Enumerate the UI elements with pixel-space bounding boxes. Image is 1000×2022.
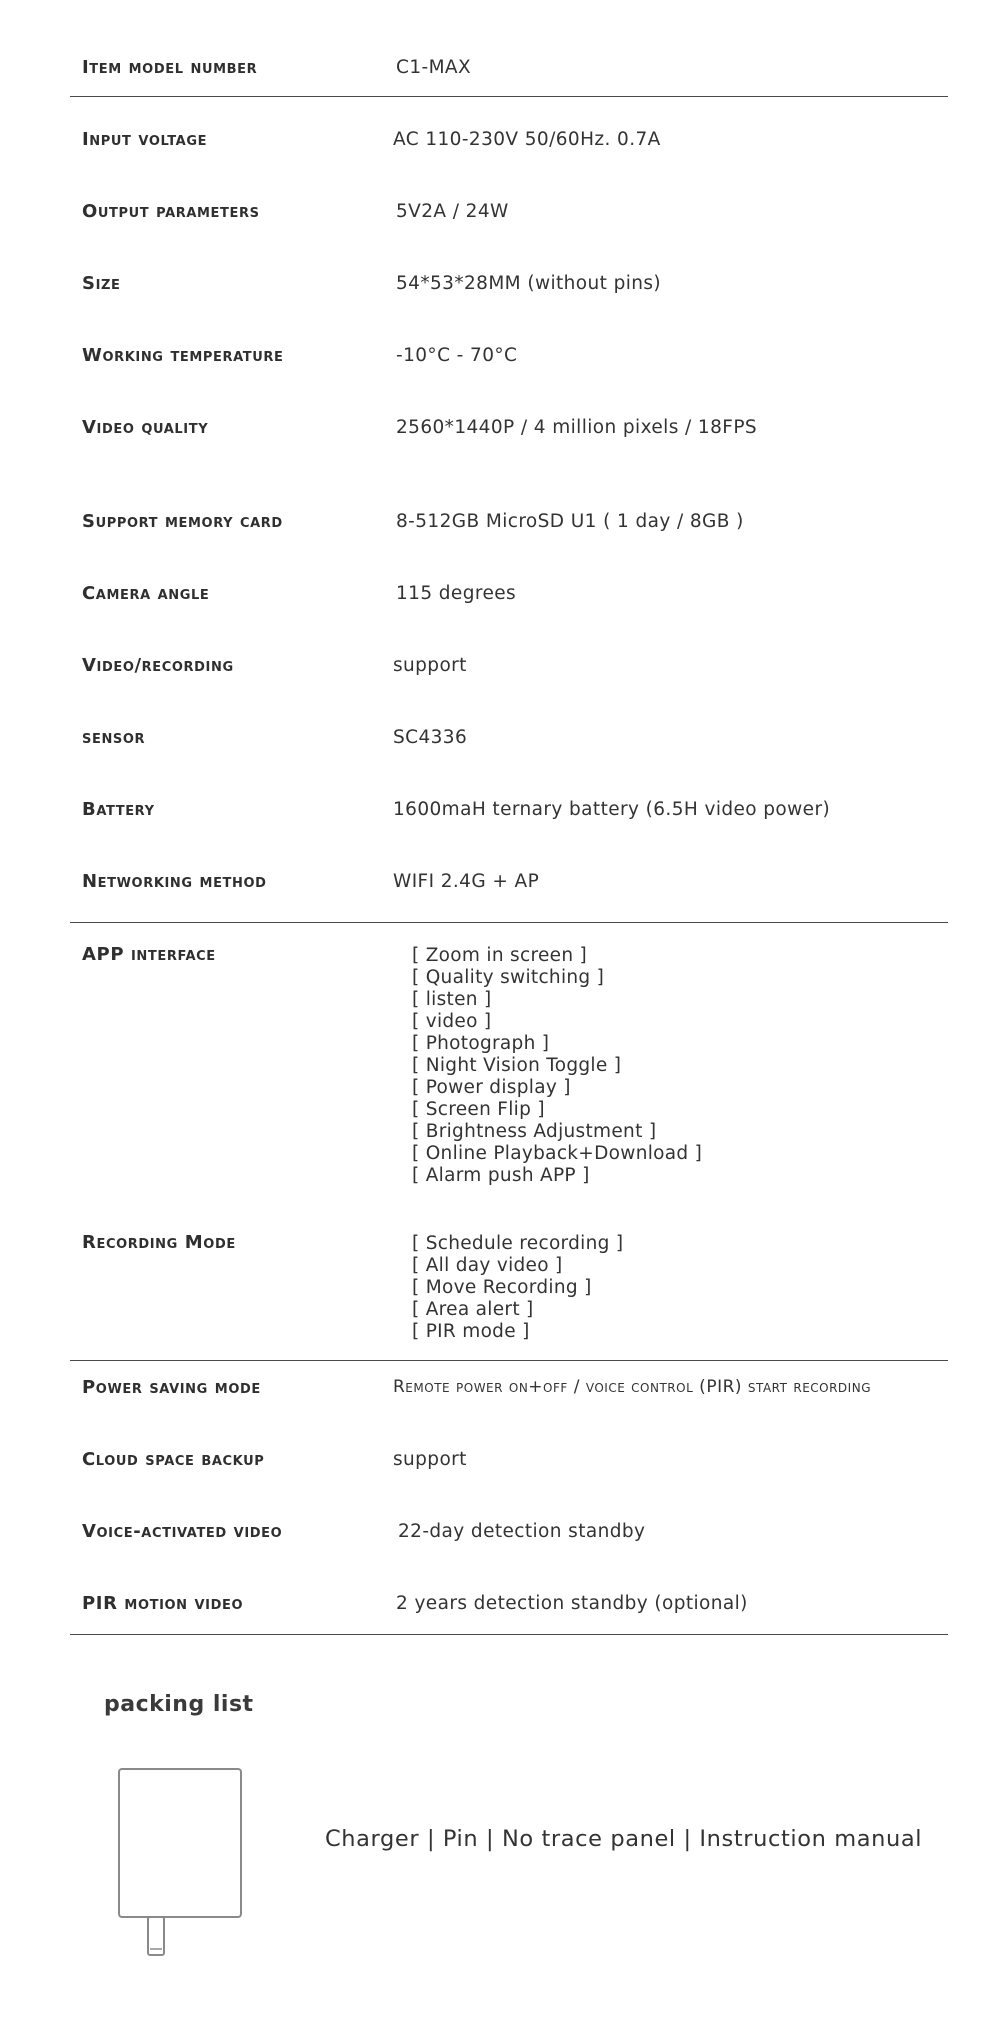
spec-value: -10°C - 70°C <box>396 345 518 366</box>
recording-mode-item: [ PIR mode ] <box>412 1321 530 1342</box>
app-feature-item: [ video ] <box>412 1011 492 1032</box>
spec-label: Recording Mode <box>82 1232 236 1253</box>
spec-value: SC4336 <box>393 727 468 748</box>
spec-value: 2560*1440P / 4 million pixels / 18FPS <box>396 417 758 438</box>
recording-mode-item: [ Move Recording ] <box>412 1277 592 1298</box>
spec-label: Video/recording <box>82 655 234 676</box>
spec-label: Input voltage <box>82 129 208 150</box>
spec-value: C1-MAX <box>396 57 472 78</box>
spec-label: Output parameters <box>82 201 260 222</box>
spec-value: WIFI 2.4G + AP <box>393 871 540 892</box>
spec-value: 22-day detection standby <box>398 1521 646 1542</box>
spec-label: Size <box>82 273 121 294</box>
spec-value: 115 degrees <box>396 583 517 604</box>
spec-label: Video quality <box>82 417 209 438</box>
app-feature-item: [ Alarm push APP ] <box>412 1165 590 1186</box>
spec-value: 1600maH ternary battery (6.5H video power) <box>393 799 831 820</box>
spec-label: Support memory card <box>82 511 283 532</box>
recording-mode-list <box>412 1233 623 1343</box>
recording-mode-item: [ All day video ] <box>412 1255 563 1276</box>
divider <box>70 1634 948 1635</box>
divider <box>70 96 948 97</box>
spec-value: AC 110-230V 50/60Hz. 0.7A <box>393 129 661 150</box>
spec-label: Voice-activated video <box>82 1521 283 1542</box>
spec-label: APP interface <box>82 944 216 965</box>
packing-list-items: Charger | Pin | No trace panel | Instruction manual <box>325 1826 923 1852</box>
app-feature-item: [ Zoom in screen ] <box>412 945 588 966</box>
packing-list-title: packing list <box>104 1692 254 1717</box>
recording-mode-item: [ Area alert ] <box>412 1299 534 1320</box>
spec-label: Networking method <box>82 871 267 892</box>
app-feature-list <box>412 945 702 1187</box>
spec-label: sensor <box>82 727 146 748</box>
charger-icon <box>116 1766 246 1956</box>
divider <box>70 1360 948 1361</box>
spec-label: Power saving mode <box>82 1377 261 1398</box>
spec-label: Cloud space backup <box>82 1449 265 1470</box>
app-feature-item: [ listen ] <box>412 989 492 1010</box>
spec-label: Battery <box>82 799 155 820</box>
spec-value: 8-512GB MicroSD U1 ( 1 day / 8GB ) <box>396 511 744 532</box>
spec-label: Working temperature <box>82 345 284 366</box>
spec-label: PIR motion video <box>82 1593 244 1614</box>
app-feature-item: [ Photograph ] <box>412 1033 550 1054</box>
app-feature-item: [ Night Vision Toggle ] <box>412 1055 622 1076</box>
divider <box>70 922 948 923</box>
app-feature-item: [ Online Playback+Download ] <box>412 1143 703 1164</box>
spec-value: 54*53*28MM (without pins) <box>396 273 662 294</box>
recording-mode-item: [ Schedule recording ] <box>412 1233 624 1254</box>
spec-label: Item model number <box>82 57 258 78</box>
app-feature-item: [ Brightness Adjustment ] <box>412 1121 657 1142</box>
spec-value: 2 years detection standby (optional) <box>396 1593 748 1614</box>
spec-value: support <box>393 1449 467 1470</box>
spec-value: 5V2A / 24W <box>396 201 509 222</box>
app-feature-item: [ Quality switching ] <box>412 967 605 988</box>
app-feature-item: [ Screen Flip ] <box>412 1099 545 1120</box>
spec-value: Remote power on+off / voice control (PIR) start recording <box>393 1377 871 1397</box>
app-feature-item: [ Power display ] <box>412 1077 571 1098</box>
spec-value: support <box>393 655 467 676</box>
spec-label: Camera angle <box>82 583 210 604</box>
